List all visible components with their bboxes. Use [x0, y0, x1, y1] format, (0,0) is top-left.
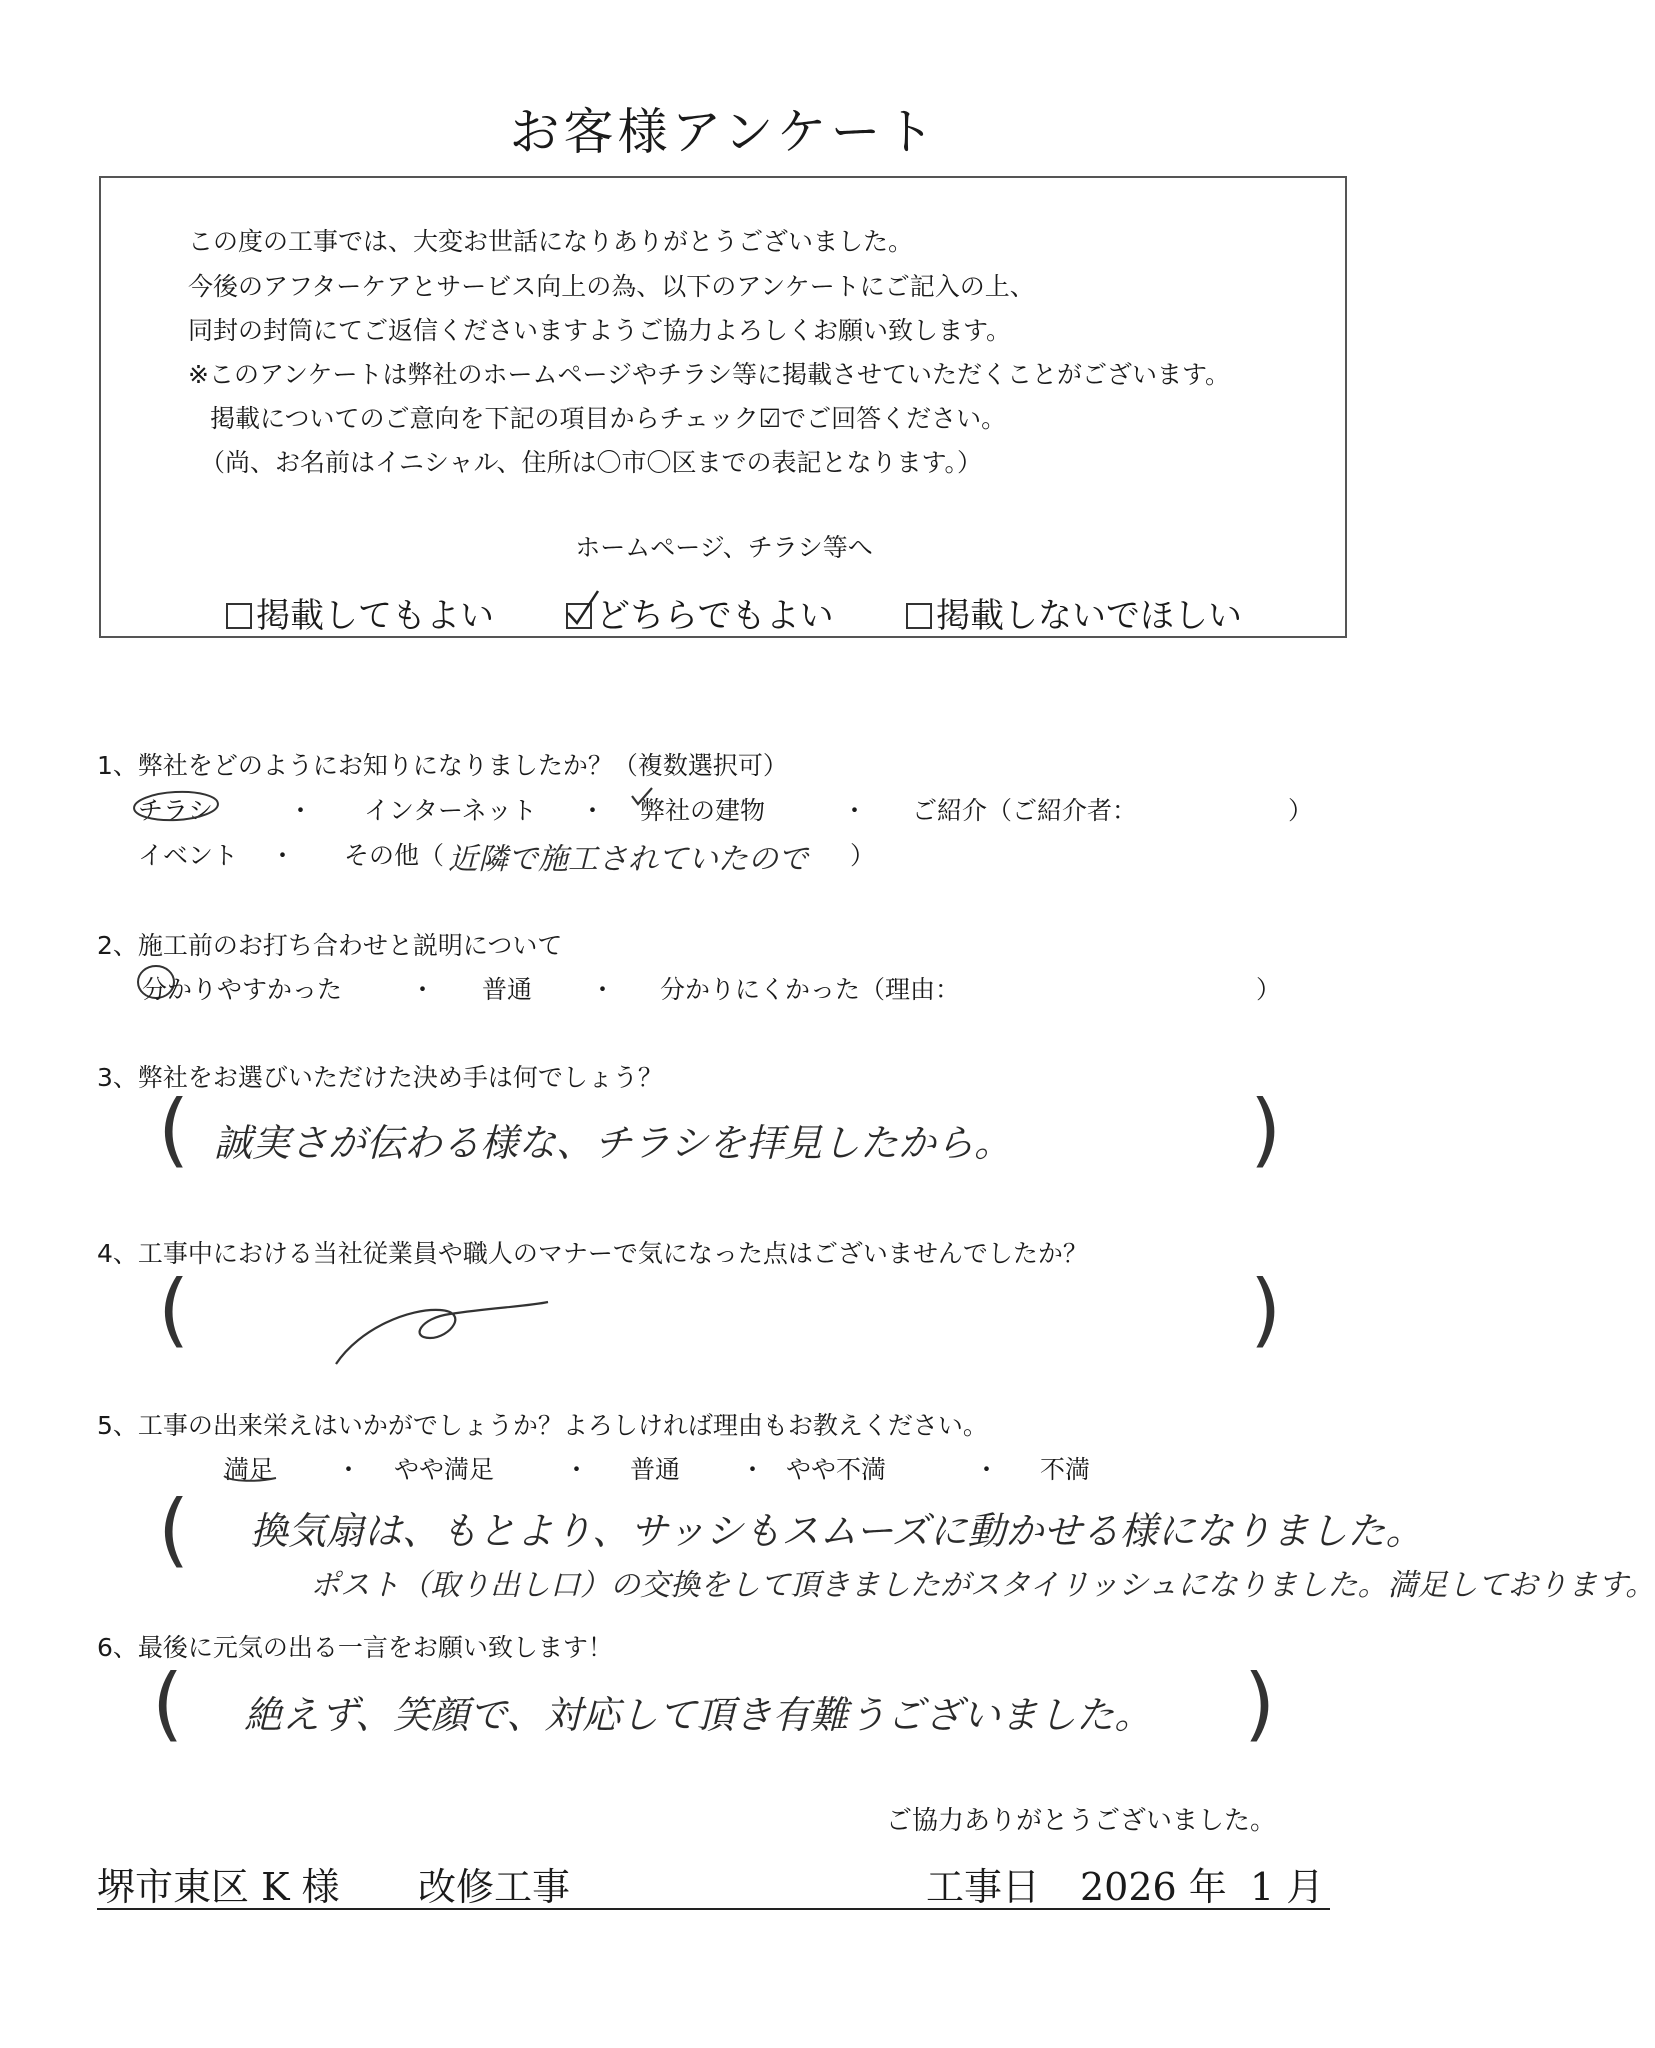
question-4: 4、工事中における当社従業員や職人のマナーで気になった点はございませんでしたか？	[97, 1239, 1088, 1268]
q4-bracket-open: (	[158, 1263, 190, 1356]
q2-option-unclear[interactable]: 分かりにくかった（理由：	[660, 975, 961, 1004]
question-2: 2、施工前のお打ち合わせと説明について	[97, 931, 563, 960]
checkbox-empty-icon[interactable]	[226, 603, 252, 629]
publish-heading: ホームページ、チラシ等へ	[575, 533, 873, 562]
q5-answer-line-1: 換気扇は、もとより、サッシもスムーズに動かせる様になりました。	[250, 1509, 1424, 1553]
q2-option-normal[interactable]: 普通	[482, 975, 533, 1004]
q5-option-somewhat-satisfied[interactable]: やや満足	[394, 1455, 495, 1484]
publish-option-no[interactable]	[906, 588, 1242, 637]
q1-sep: ・	[288, 796, 314, 825]
q5-option-satisfied[interactable]: 満足	[224, 1455, 275, 1484]
question-6: 6、最後に元気の出る一言をお願い致します！	[97, 1633, 613, 1662]
q1-close-paren: ）	[1288, 796, 1314, 825]
thanks-text: ご協力ありがとうございました。	[886, 1806, 1277, 1836]
publish-option-ok[interactable]	[226, 588, 494, 637]
q1-sep: ・	[842, 796, 868, 825]
q5-sep: ・	[740, 1455, 766, 1484]
q5-sep: ・	[974, 1455, 1000, 1484]
footer-divider	[97, 1908, 1330, 1910]
publish-option-label: どちらでもよい	[596, 596, 834, 636]
q1-option-flyer[interactable]: チラシ	[138, 796, 214, 825]
q1-option-internet[interactable]: インターネット	[364, 796, 537, 825]
handwritten-check-icon	[628, 784, 658, 814]
checkbox-empty-icon[interactable]	[906, 603, 932, 629]
question-3: 3、弊社をお選びいただけた決め手は何でしょう？	[97, 1063, 663, 1092]
handwritten-no-issues-mark-icon	[330, 1298, 570, 1378]
q5-option-somewhat-dissatisfied[interactable]: やや不満	[786, 1455, 887, 1484]
q1-option-other[interactable]: その他（	[344, 841, 445, 870]
q1-option-event[interactable]: イベント	[138, 841, 239, 870]
q5-option-normal[interactable]: 普通	[630, 1455, 681, 1484]
checkmark-icon	[564, 589, 604, 629]
publish-option-label: 掲載してもよい	[256, 596, 494, 636]
q1-option-building[interactable]: 弊社の建物	[640, 796, 766, 825]
q1-sep: ・	[270, 841, 296, 870]
checkbox-checked-icon[interactable]	[566, 603, 592, 629]
footer-month: 1 月	[1250, 1865, 1325, 1909]
q2-sep: ・	[590, 975, 616, 1004]
q2-close-paren: ）	[1256, 975, 1282, 1004]
question-1: 1、弊社をどのようにお知りになりましたか？（複数選択可）	[97, 751, 788, 780]
handwritten-circle-icon	[218, 1446, 288, 1486]
q1-other-answer: 近隣で施工されていたので	[448, 842, 808, 877]
q2-sep: ・	[410, 975, 436, 1004]
footer-work-type: 改修工事	[418, 1865, 571, 1909]
q5-option-dissatisfied[interactable]: 不満	[1040, 1455, 1091, 1484]
q6-bracket-open: (	[152, 1657, 184, 1750]
q1-sep: ・	[580, 796, 606, 825]
question-5: 5、工事の出来栄えはいかがでしょうか？よろしければ理由もお教えください。	[97, 1411, 988, 1440]
q3-bracket-close: )	[1250, 1083, 1282, 1176]
page-title: お客様アンケート	[509, 103, 939, 161]
q3-bracket-open: (	[158, 1083, 190, 1176]
q4-bracket-close: )	[1250, 1263, 1282, 1356]
notice-line-6: （尚、お名前はイニシャル、住所は〇市〇区までの表記となります。）	[200, 448, 983, 477]
footer-customer: 堺市東区 K 様	[97, 1865, 340, 1909]
publish-option-either[interactable]	[566, 588, 834, 637]
q5-sep: ・	[336, 1455, 362, 1484]
q6-answer: 絶えず、笑顔で、対応して頂き有難うございました。	[244, 1693, 1153, 1737]
q5-sep: ・	[564, 1455, 590, 1484]
footer-year: 2026 年	[1080, 1865, 1227, 1909]
q1-option-referral[interactable]: ご紹介（ご紹介者：	[912, 796, 1138, 825]
notice-line-2: 今後のアフターケアとサービス向上の為、以下のアンケートにご記入の上、	[188, 272, 1035, 301]
notice-line-5: 掲載についてのご意向を下記の項目からチェック☑でご回答ください。	[210, 404, 1007, 433]
notice-line-4: ※このアンケートは弊社のホームページやチラシ等に掲載させていただくことがございます。	[188, 360, 1230, 389]
q2-option-clear[interactable]: 分かりやすかった	[142, 975, 343, 1004]
q6-bracket-close: )	[1244, 1657, 1276, 1750]
q5-answer-line-2: ポスト（取り出し口）の交換をして頂きましたがスタイリッシュになりました。満足しております。	[310, 1568, 1655, 1603]
q1-close-paren: ）	[850, 841, 876, 870]
q3-answer: 誠実さが伝わる様な、チラシを拝見したから。	[214, 1121, 1013, 1165]
footer-date-label: 工事日	[926, 1865, 1041, 1909]
notice-line-1: この度の工事では、大変お世話になりありがとうございました。	[188, 227, 914, 256]
publish-option-label: 掲載しないでほしい	[936, 596, 1242, 636]
notice-line-3: 同封の封筒にてご返信くださいますようご協力よろしくお願い致します。	[188, 316, 1012, 345]
q5-bracket-open: (	[158, 1483, 190, 1576]
handwritten-circle-icon	[132, 788, 232, 828]
